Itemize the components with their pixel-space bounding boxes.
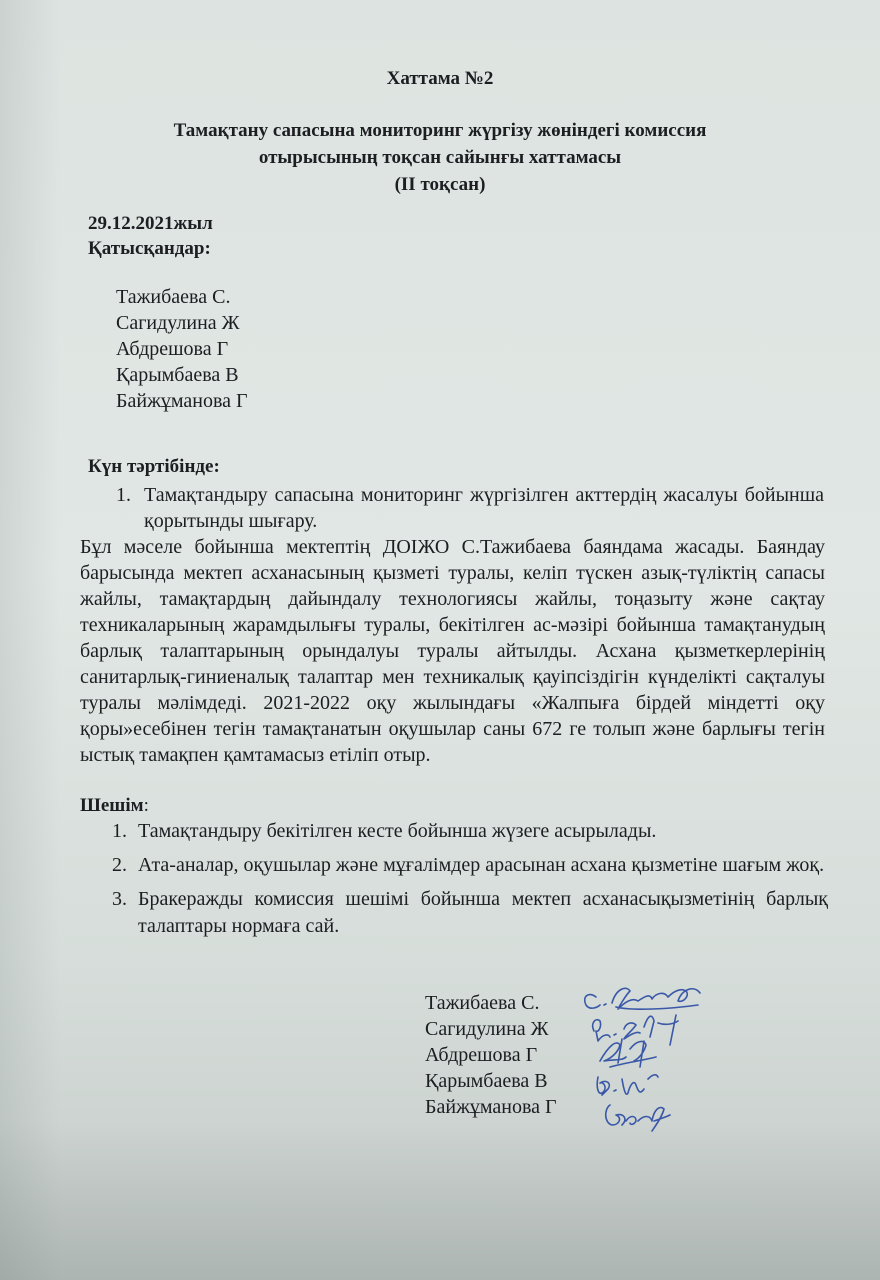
signatory-name: Сагидулина Ж [425,1018,549,1040]
signatures-block [425,990,557,1120]
decision-item [112,852,828,879]
participants-list [116,284,248,414]
document-date: 29.12.2021жыл [88,213,213,234]
signature-mark [606,1105,670,1131]
signature-mark [597,1075,658,1095]
participant-name: Тажибаева С. [116,286,231,308]
agenda-list [116,482,824,534]
signature-mark [585,988,700,1009]
signatory-name: Қарымбаева В [425,1070,548,1092]
document-title: Хаттама №2 [386,68,494,89]
signatory-name: Абдрешова Г [425,1044,538,1066]
participants-heading: Қатысқандар: [88,238,211,259]
decision-item-number: 1. [112,820,127,842]
participant-name: Байжұманова Г [116,390,248,412]
agenda-item-number: 1. [116,484,131,506]
paper-shadow-bottom [0,1120,880,1280]
decision-item-number: 3. [112,888,127,910]
decision-item-text: Тамақтандыру бекітілген кесте бойынша жүзеге асырылады. [138,820,657,842]
document-subtitle [0,117,880,198]
agenda-item-text: Тамақтандыру сапасына мониторинг жүргізілген акттердің жасалуы бойынша қорытынды шығару. [144,484,824,532]
decision-heading-label: Шешім [80,795,144,816]
decision-item [112,818,828,845]
participant-name: Қарымбаева В [116,364,239,386]
decision-item-text: Ата-аналар, оқушылар және мұғалімдер арасынан асхана қызметіне шағым жоқ. [138,854,825,876]
decision-heading [80,795,149,817]
report-paragraph: Бұл мәселе бойынша мектептің ДОІЖО С.Тажибаева баяндама жасады. Баяндау барысында мектеп асханасының қызметі туралы, келіп түскен азық-түліктің сапасы жайлы, тамақтардың дайындалу технологиясы жайлы, тоңазыту және сақтау техникаларының жарамдылығы туралы, бекітілген ас-мәзірі бойынша тамақтанудың барлық талаптарының орындалуы туралы айтылды. Асхана қызметкерлерінің санитарлық-гиниеналық талаптар мен техникалық қауіпсіздігін күнделікті сақталуы туралы мәлімдеді. 2021-2022 оқу жылындағы «Жалпыға бірдей міндетті оқу қоры»есебінен тегін тамақтанатын оқушылар саны 672 ге толып және барлығы тегін ыстық тамақпен қамтамасыз етіліп отыр. [80,536,825,766]
agenda-item [116,482,824,534]
decision-item [112,886,828,940]
subtitle-line: (ІІ тоқсан) [394,174,486,195]
subtitle-line: отырысының тоқсан сайынғы хаттамасы [258,147,622,168]
decision-heading-colon: : [143,795,149,816]
signatory-name: Байжұманова Г [425,1096,557,1118]
agenda-heading: Күн тәртібінде: [88,456,220,477]
signature-mark [593,1015,678,1045]
decision-item-text: Бракеражды комиссия шешімі бойынша мектеп асханасықызметінің барлық талаптары нормаға сай. [138,888,828,937]
decision-item-number: 2. [112,854,127,876]
signatory-name: Тажибаева С. [425,992,540,1014]
participant-name: Сагидулина Ж [116,312,240,334]
participant-name: Абдрешова Г [116,338,229,360]
handwritten-signatures [560,975,720,1145]
signature-mark [600,1039,656,1067]
decision-list [112,818,828,947]
subtitle-line: Тамақтану сапасына мониторинг жүргізу жөніндегі комиссия [173,120,707,141]
